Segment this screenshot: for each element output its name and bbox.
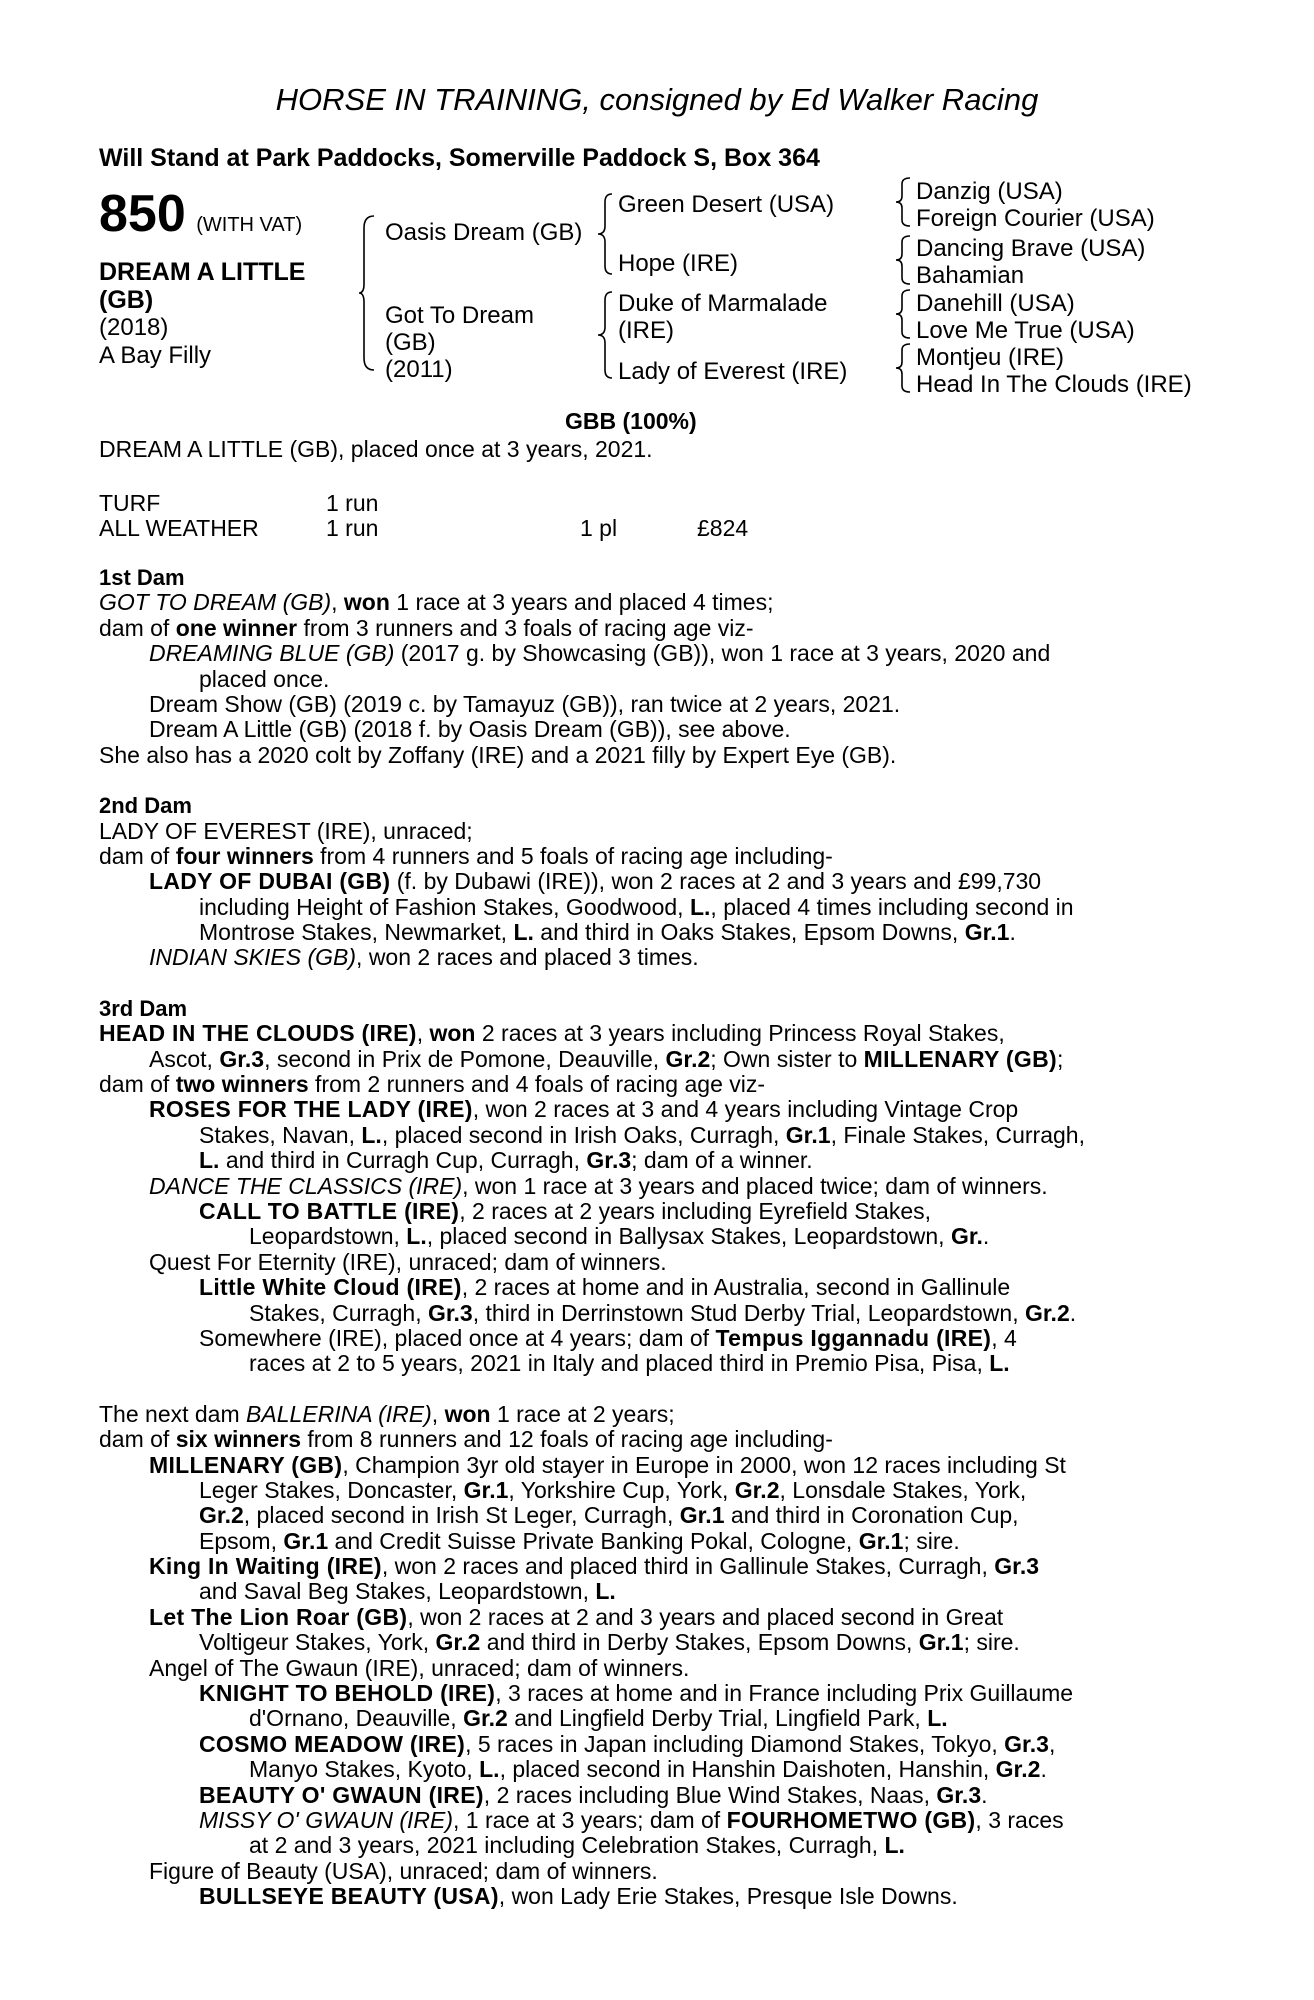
pedigree-sire: Oasis Dream (GB) <box>385 219 583 246</box>
pedigree-dam <box>385 302 534 383</box>
text-run: , Yorkshire Cup, York, <box>508 1476 735 1503</box>
grade: Gr.1 <box>463 1476 509 1503</box>
produce-name: King In Waiting (IRE) <box>149 1553 382 1580</box>
record-aw-placings: 1 pl <box>580 515 618 541</box>
text-run: , Champion 3yr old stayer in Europe in 2000, won 12 races including St <box>342 1451 1066 1478</box>
text-run: from 2 runners and 4 foals of racing age viz- <box>308 1071 766 1098</box>
pedigree-dsd: Love Me True (USA) <box>916 317 1135 344</box>
produce-line <box>99 1453 1085 1478</box>
dam-family-text <box>99 565 1085 1910</box>
produce-name: KNIGHT TO BEHOLD (IRE) <box>199 1680 496 1707</box>
produce-line <box>99 1783 1085 1808</box>
produce-line <box>99 945 1085 970</box>
produce-name: DANCE THE CLASSICS (IRE) <box>149 1172 463 1199</box>
text-run: , 1 race at 3 years; dam of <box>453 1806 727 1833</box>
grade: L. <box>406 1223 427 1250</box>
produce-line <box>99 641 1085 666</box>
produce-name: ROSES FOR THE LADY (IRE) <box>149 1096 473 1123</box>
pedigree-dam-year: (2011) <box>385 356 453 383</box>
text-run: (f. by Dubawi (IRE)), won 2 races at 2 and 3 years and £99,730 <box>390 868 1042 895</box>
pedigree-ddd: Head In The Clouds (IRE) <box>916 371 1192 398</box>
grade: Gr.3 <box>994 1553 1040 1580</box>
grade: L. <box>479 1756 500 1783</box>
produce-line-cont: placed once. <box>199 665 330 692</box>
pedigree-dss: Danehill (USA) <box>916 290 1075 317</box>
text-run: , 2 races at 2 years including Eyrefield Stakes, <box>459 1197 932 1224</box>
text-run: and third in Oaks Stakes, Epsom Downs, <box>533 919 965 946</box>
produce-line: Dream A Little (GB) (2018 f. by Oasis Dream (GB)), see above. <box>149 716 791 743</box>
produce-line-cont <box>99 1503 1085 1528</box>
produce-line <box>99 1275 1085 1300</box>
text-run: Manyo Stakes, Kyoto, <box>249 1756 480 1783</box>
grade: L. <box>199 1147 220 1174</box>
text-run: at 2 and 3 years, 2021 including Celebration Stakes, Curragh, <box>249 1832 885 1859</box>
produce-line <box>99 869 1085 894</box>
text-run: and Saval Beg Stakes, Leopardstown, <box>199 1578 596 1605</box>
text-run: , 3 races <box>975 1806 1064 1833</box>
pedigree-brace-main <box>358 214 378 372</box>
text-run: and third in Curragh Cup, Curragh, <box>219 1147 587 1174</box>
produce-name: Tempus Iggannadu (IRE) <box>715 1324 992 1351</box>
grade: Gr.2 <box>199 1502 244 1529</box>
text-run: ; dam of a winner. <box>631 1147 813 1174</box>
text-run: . <box>982 1223 990 1250</box>
text-run: Stakes, Navan, <box>199 1121 362 1148</box>
sister-name: MILLENARY (GB) <box>863 1045 1057 1072</box>
won-label: won <box>343 589 390 616</box>
text-run: and third in Coronation Cup, <box>724 1502 1019 1529</box>
winner-count: six winners <box>175 1426 301 1453</box>
text-run: , Finale Stakes, Curragh, <box>830 1121 1085 1148</box>
produce-name: LADY OF DUBAI (GB) <box>149 868 391 895</box>
winner-count: one winner <box>175 614 298 641</box>
horse-year: (2018) <box>99 314 169 341</box>
produce-line: Figure of Beauty (USA), unraced; dam of winners. <box>149 1857 658 1884</box>
produce-line-cont <box>99 1351 1085 1376</box>
pedigree-dam-origin: (GB) <box>385 329 436 356</box>
produce-line <box>99 1554 1085 1579</box>
pedigree-dam-name: Got To Dream <box>385 302 534 329</box>
first-dam-heading: 1st Dam <box>99 565 185 590</box>
produce-line <box>99 1326 1085 1351</box>
produce-name: DREAMING BLUE (GB) <box>149 640 395 667</box>
horse-origin: (GB) <box>99 286 154 314</box>
won-label: won <box>444 1400 491 1427</box>
text-run: from 8 runners and 12 foals of racing age including- <box>301 1426 833 1453</box>
grade: Gr.1 <box>679 1502 725 1529</box>
text-run: d'Ornano, Deauville, <box>249 1705 464 1732</box>
pedigree-brace-dam <box>596 290 616 380</box>
pedigree-brace-sire <box>596 192 616 276</box>
lot-vat: (WITH VAT) <box>196 214 303 236</box>
lot-block <box>99 184 302 244</box>
text-run: , won Lady Erie Stakes, Presque Isle Downs. <box>498 1883 958 1910</box>
text-run: Ascot, <box>149 1045 220 1072</box>
produce-line-cont <box>99 1301 1085 1326</box>
text-run: , third in Derrinstown Stud Derby Trial, Leopardstown, <box>472 1299 1025 1326</box>
text-run: dam of <box>99 842 176 869</box>
grade: L. <box>595 1578 616 1605</box>
produce-name: MISSY O' GWAUN (IRE) <box>199 1806 454 1833</box>
pedigree-sdd: Bahamian <box>916 262 1025 289</box>
text-run: , 4 <box>991 1324 1017 1351</box>
text-run: , placed second in Ballysax Stakes, Leopardstown, <box>426 1223 951 1250</box>
text-run: Somewhere (IRE), placed once at 4 years; dam of <box>199 1324 716 1351</box>
pedigree-brace-dd <box>894 342 914 394</box>
text-run: , <box>416 1020 430 1047</box>
text-run: , won 2 races at 2 and 3 years and placed second in Great <box>407 1603 1004 1630</box>
produce-line <box>99 1732 1085 1757</box>
grade: Gr.2 <box>665 1045 711 1072</box>
pedigree-dam-dam: Lady of Everest (IRE) <box>618 358 848 385</box>
third-dam-line <box>99 1021 1085 1046</box>
text-run: , won 2 races and placed third in Gallinule Stakes, Curragh, <box>381 1553 995 1580</box>
produce-line-cont <box>99 1706 1085 1731</box>
grade: Gr.2 <box>435 1629 481 1656</box>
text-run: from 4 runners and 5 foals of racing age including- <box>313 842 833 869</box>
pedigree-dds: Montjeu (IRE) <box>916 344 1065 371</box>
horse-name: DREAM A LITTLE <box>99 258 306 286</box>
produce-line <box>99 1884 1085 1909</box>
produce-line <box>99 1808 1085 1833</box>
pedigree-brace-sd <box>894 234 914 286</box>
grade: Gr.3 <box>936 1781 982 1808</box>
text-run: , placed 4 times including second in <box>710 893 1074 920</box>
third-dam-line-cont <box>99 1047 1085 1072</box>
first-dam-line <box>99 590 1085 615</box>
grade: Gr.3 <box>586 1147 632 1174</box>
produce-line <box>99 1681 1085 1706</box>
produce-line <box>99 1605 1085 1630</box>
first-dam-name: GOT TO DREAM (GB) <box>99 589 332 616</box>
produce-name: INDIAN SKIES (GB) <box>149 944 357 971</box>
produce-name: COSMO MEADOW (IRE) <box>199 1730 466 1757</box>
pedigree-sire-dam: Hope (IRE) <box>618 250 739 277</box>
third-dam-name: HEAD IN THE CLOUDS (IRE) <box>99 1020 417 1047</box>
next-dam-produce-line <box>99 1427 1085 1452</box>
text-run: The next dam <box>99 1400 247 1427</box>
grade: Gr.3 <box>1004 1730 1049 1757</box>
winner-count: two winners <box>175 1071 309 1098</box>
pedigree-dam-sire-origin: (IRE) <box>618 317 674 344</box>
produce-name: MILLENARY (GB) <box>149 1451 343 1478</box>
text-run: , 3 races at home and in France including Prix Guillaume <box>495 1680 1074 1707</box>
text-run: , placed second in Irish Oaks, Curragh, <box>381 1121 786 1148</box>
third-dam-produce-line <box>99 1072 1085 1097</box>
produce-line: Angel of The Gwaun (IRE), unraced; dam of winners. <box>149 1654 690 1681</box>
pedigree-dam-sire <box>618 290 827 344</box>
pedigree-sire-sire: Green Desert (USA) <box>618 191 835 218</box>
record-aw-runs: 1 run <box>326 515 379 541</box>
produce-line: Dream Show (GB) (2019 c. by Tamayuz (GB)), ran twice at 2 years, 2021. <box>149 690 901 717</box>
text-run: dam of <box>99 1071 176 1098</box>
record-turf-label: TURF <box>99 490 161 516</box>
produce-line: Quest For Eternity (IRE), unraced; dam of winners. <box>149 1248 667 1275</box>
gbb-rating: GBB (100%) <box>565 408 697 434</box>
produce-name: FOURHOMETWO (GB) <box>726 1806 976 1833</box>
grade: L. <box>513 919 534 946</box>
text-run: , placed second in Hanshin Daishoten, Hanshin, <box>499 1756 996 1783</box>
next-dam-name: BALLERINA (IRE) <box>246 1400 432 1427</box>
text-run: and Lingfield Derby Trial, Lingfield Park, <box>507 1705 928 1732</box>
produce-name: BULLSEYE BEAUTY (USA) <box>199 1883 499 1910</box>
pedigree-sds: Dancing Brave (USA) <box>916 235 1146 262</box>
grade: Gr.2 <box>995 1756 1041 1783</box>
text-run: , 5 races in Japan including Diamond Stakes, Tokyo, <box>465 1730 1005 1757</box>
record-turf-runs: 1 run <box>326 490 379 516</box>
text-run: ; sire. <box>963 1629 1020 1656</box>
grade: L. <box>884 1832 905 1859</box>
text-run: ; sire. <box>903 1527 960 1554</box>
consignor-title: HORSE IN TRAINING, consigned by Ed Walker Racing <box>275 82 1039 117</box>
text-run: from 3 runners and 3 foals of racing age viz- <box>297 614 754 641</box>
produce-name: BEAUTY O' GWAUN (IRE) <box>199 1781 484 1808</box>
text-run: dam of <box>99 1426 176 1453</box>
text-run: . <box>1009 919 1016 946</box>
produce-line-cont <box>99 1529 1085 1554</box>
produce-line-cont <box>99 1833 1085 1858</box>
produce-line-cont <box>99 1224 1085 1249</box>
winner-count: four winners <box>175 842 314 869</box>
pedigree-brace-ds <box>894 288 914 340</box>
grade: Gr.1 <box>964 919 1010 946</box>
text-run: Stakes, Curragh, <box>249 1299 428 1326</box>
third-dam-heading: 3rd Dam <box>99 995 188 1021</box>
grade: Gr.2 <box>463 1705 508 1732</box>
text-run: , 2 races at home and in Australia, second in Gallinule <box>461 1274 1011 1301</box>
grade: Gr.1 <box>918 1629 964 1656</box>
produce-line <box>99 1199 1085 1224</box>
race-summary: DREAM A LITTLE (GB), placed once at 3 years, 2021. <box>99 436 653 462</box>
text-run: Voltigeur Stakes, York, <box>199 1629 436 1656</box>
grade: L. <box>689 893 711 920</box>
grade: Gr.2 <box>1024 1299 1070 1326</box>
text-run: 1 race at 2 years; <box>490 1400 675 1427</box>
text-run: , <box>1048 1730 1056 1757</box>
text-run: and Credit Suisse Private Banking Pokal, Cologne, <box>328 1527 859 1554</box>
won-label: won <box>429 1020 476 1047</box>
grade: Gr. <box>950 1223 983 1250</box>
text-run: (2017 g. by Showcasing (GB)), won 1 race at 3 years, 2020 and <box>394 640 1051 667</box>
stand-location: Will Stand at Park Paddocks, Somerville Paddock S, Box 364 <box>99 144 820 172</box>
grade: Gr.2 <box>734 1476 780 1503</box>
text-run: , won 2 races and placed 3 times. <box>356 944 699 971</box>
text-run: , <box>331 589 338 616</box>
text-run: . <box>981 1781 988 1808</box>
text-run: Epsom, <box>199 1527 284 1554</box>
produce-line-cont <box>99 895 1085 920</box>
produce-line-cont <box>99 1478 1085 1503</box>
produce-line-cont <box>99 1757 1085 1782</box>
text-run: , 2 races including Blue Wind Stakes, Naas, <box>483 1781 937 1808</box>
produce-name: Little White Cloud (IRE) <box>199 1274 462 1301</box>
text-run: , second in Prix de Pomone, Deauville, <box>264 1045 666 1072</box>
second-dam-produce-line <box>99 844 1085 869</box>
produce-line <box>99 1097 1085 1122</box>
text-run: races at 2 to 5 years, 2021 in Italy and placed third in Premio Pisa, Pisa, <box>249 1350 990 1377</box>
produce-line-cont <box>99 1579 1085 1604</box>
horse-description: A Bay Filly <box>99 342 212 369</box>
text-run: , Lonsdale Stakes, York, <box>779 1476 1027 1503</box>
text-run: Leger Stakes, Doncaster, <box>199 1476 464 1503</box>
text-run: Leopardstown, <box>249 1223 407 1250</box>
text-run: 1 race at 3 years and placed 4 times; <box>389 589 774 616</box>
second-dam-heading: 2nd Dam <box>99 793 192 819</box>
text-run: Montrose Stakes, Newmarket, <box>199 919 514 946</box>
produce-line-cont <box>99 1630 1085 1655</box>
produce-line-cont <box>99 1123 1085 1148</box>
grade: Gr.3 <box>427 1299 473 1326</box>
text-run: ; <box>1056 1045 1064 1072</box>
grade: L. <box>927 1705 948 1732</box>
grade: L. <box>989 1350 1010 1377</box>
grade: Gr.1 <box>785 1121 831 1148</box>
produce-note: She also has a 2020 colt by Zoffany (IRE) and a 2021 filly by Expert Eye (GB). <box>99 741 897 768</box>
text-run: and third in Derby Stakes, Epsom Downs, <box>480 1629 919 1656</box>
record-aw-prize: £824 <box>697 515 749 541</box>
text-run: dam of <box>99 614 176 641</box>
text-run: 2 races at 3 years including Princess Royal Stakes, <box>475 1020 1005 1047</box>
produce-name: Let The Lion Roar (GB) <box>149 1603 408 1630</box>
next-dam-line <box>99 1402 1085 1427</box>
pedigree-dam-sire-name: Duke of Marmalade <box>618 290 828 317</box>
text-run: . <box>1040 1756 1047 1783</box>
text-run: . <box>1069 1299 1077 1326</box>
record-aw-label: ALL WEATHER <box>99 515 259 541</box>
lot-number: 850 <box>99 185 186 243</box>
produce-line-cont <box>99 1148 1085 1173</box>
produce-name: CALL TO BATTLE (IRE) <box>199 1197 460 1224</box>
second-dam-line: LADY OF EVEREST (IRE), unraced; <box>99 817 473 844</box>
text-run: including Height of Fashion Stakes, Goodwood, <box>199 893 690 920</box>
grade: Gr.3 <box>219 1045 265 1072</box>
grade: Gr.1 <box>283 1527 329 1554</box>
pedigree-brace-ss <box>894 176 914 228</box>
horse-identity <box>99 258 305 370</box>
text-run: , placed second in Irish St Leger, Curragh, <box>243 1502 680 1529</box>
text-run: , won 1 race at 3 years and placed twice; dam of winners. <box>462 1172 1048 1199</box>
pedigree-ssd: Foreign Courier (USA) <box>916 205 1155 232</box>
pedigree-sss: Danzig (USA) <box>916 178 1063 205</box>
produce-line <box>99 1174 1085 1199</box>
first-dam-produce-line <box>99 616 1085 641</box>
produce-line-cont <box>99 920 1085 945</box>
grade: Gr.1 <box>858 1527 904 1554</box>
text-run: ; Own sister to <box>710 1045 864 1072</box>
text-run: , <box>431 1400 445 1427</box>
text-run: , won 2 races at 3 and 4 years including Vintage Crop <box>472 1096 1019 1123</box>
grade: L. <box>361 1121 382 1148</box>
